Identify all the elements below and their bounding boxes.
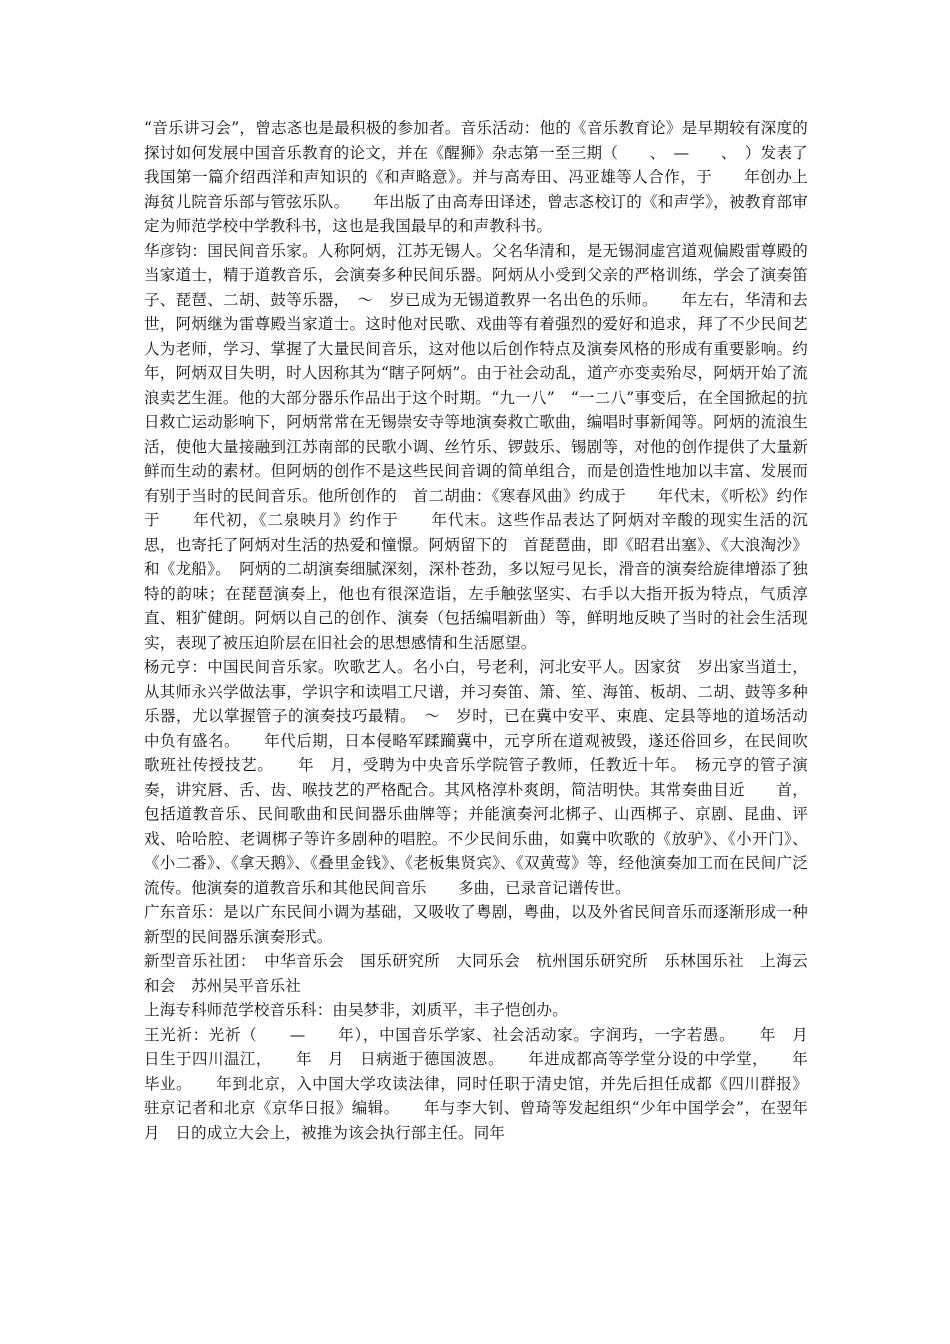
paragraph-shanghai-school: 上海专科师范学校音乐科：由吴梦非，刘质平，丰子恺创办。	[144, 1001, 568, 1019]
paragraph-yang-yuanheng: 杨元亨：中国民间音乐家。吹歌艺人。名小白，号老利，河北安平人。因家贫 岁出家当道士，从其师永兴学做法事，学识字和读唱工尺谱，并习奏笛、箫、笙、海笛、板胡、二胡、鼓等多种乐器，尤以掌握管子的演奏技巧最精。 ～ 岁时，已在冀中安平、束鹿、定县等地的道场活动中负有盛名。 年代后期，日本侵略军蹂躏冀中，元亨所在道观被毁，遂还俗回乡，在民间吹歌班社传授技艺。 年 月，受聘为中央音乐学院管子教师，任教近十年。 杨元亨的管子演奏，讲究唇、舌、齿、喉技艺的严格配合。其风格淳朴爽朗，简洁明快。其常奏曲目近 首，包括道教音乐、民间歌曲和民间器乐曲牌等；并能演奏河北梆子、山西梆子、京剧、昆曲、评戏、哈哈腔、老调梆子等许多剧种的唱腔。不少民间乐曲，如冀中吹歌的《放驴》、《小开门》、《小二番》、《拿天鹅》、《叠里金钱》、《老板集贤宾》、《双黄莺》等，经他演奏加工而在民间广泛流传。他演奏的道教音乐和其他民间音乐 多曲，已录音记谱传世。	[144, 658, 808, 897]
paragraph-zeng-zhimin: “音乐讲习会”，曾志忞也是最积极的参加者。音乐活动：他的《音乐教育论》是早期较有深度的探讨如何发展中国音乐教育的论文，并在《醒狮》杂志第一至三期（ 、 — 、 ）发表了我国第一篇介绍西洋和声知识的《和声略意》。并与高寿田、冯亚雄等人合作，于 年创办上海贫儿院音乐部与管弦乐队。 年出版了由高寿田译述，曾志忞校订的《和声学》，被教育部审定为师范学校中学教科书，这也是我国最早的和声教科书。	[144, 119, 808, 235]
paragraph-wang-guangqi: 王光祈：光祈（ — 年），中国音乐学家、社会活动家。字润玙，一字若愚。 年 月 日生于四川温江， 年 月 日病逝于德国波恩。 年进成都高等学堂分设的中学堂， 年毕业。 年到北京，入中国大学攻读法律，同时任职于清史馆，并先后担任成都《四川群报》驻京记者和北京《京华日报》编辑。 年与李大钊、曾琦等发起组织“少年中国学会”，在翌年 月 日的成立大会上，被推为该会执行部主任。同年	[144, 1025, 824, 1142]
paragraph-music-societies: 新型音乐社团： 中华音乐会 国乐研究所 大同乐会 杭州国乐研究所 乐林国乐社 上海云和会 苏州吴平音乐社	[144, 952, 808, 995]
paragraph-hua-yanjun: 华彦钧：国民间音乐家。人称阿炳，江苏无锡人。父名华清和，是无锡洞虚宫道观偏殿雷尊殿的当家道士，精于道教音乐，会演奏多种民间乐器。阿炳从小受到父亲的严格训练，学会了演奏笛子、琵琶、二胡、鼓等乐器， ～ 岁已成为无锡道教界一名出色的乐师。 年左右，华清和去世，阿炳继为雷尊殿当家道士。这时他对民歌、戏曲等有着强烈的爱好和追求，拜了不少民间艺人为老师，学习、掌握了大量民间音乐，这对他以后创作特点及演奏风格的形成有重要影响。约 年，阿炳双目失明，时人因称其为“瞎子阿炳”。由于社会动乱，道产亦变卖殆尽，阿炳开始了流浪卖艺生涯。他的大部分器乐作品出于这个时期。“九一八” “一二八”事变后，在全国掀起的抗日救亡运动影响下，阿炳常常在无锡崇安寺等地演奏救亡歌曲，编唱时事新闻等。阿炳的流浪生活，使他大量接融到江苏南部的民歌小调、丝竹乐、锣鼓乐、锡剧等，对他的创作提供了大量新鲜而生动的素材。但阿炳的创作不是这些民间音调的简单组合，而是创造性地加以丰富、发展而有别于当时的民间音乐。他所创作的 首二胡曲：《寒春风曲》约成于 年代末，《听松》约作于 年代初，《二泉映月》约作于 年代末。这些作品表达了阿炳对辛酸的现实生活的沉思，也寄托了阿炳对生活的热爱和憧憬。阿炳留下的 首琵琶曲，即《昭君出塞》、《大浪淘沙》和《龙船》。 阿炳的二胡演奏细腻深刻，深朴苍劲，多以短弓见长，滑音的演奏给旋律增添了独特的韵味；在琵琶演奏上，他也有很深造诣，左手触弦坚实、右手以大指开扳为特点，气质淳直、粗犷健朗。阿炳以自己的创作、演奏（包括编唱新曲）等，鲜明地反映了当时的社会生活现实，表现了被压迫阶层在旧社会的思想感情和生活愿望。	[144, 241, 840, 652]
paragraph-guangdong-music: 广东音乐：是以广东民间小调为基础，又吸收了粤剧，粤曲，以及外省民间音乐而逐渐形成一种新型的民间器乐演奏形式。	[144, 903, 808, 946]
document-body	[144, 116, 840, 1145]
